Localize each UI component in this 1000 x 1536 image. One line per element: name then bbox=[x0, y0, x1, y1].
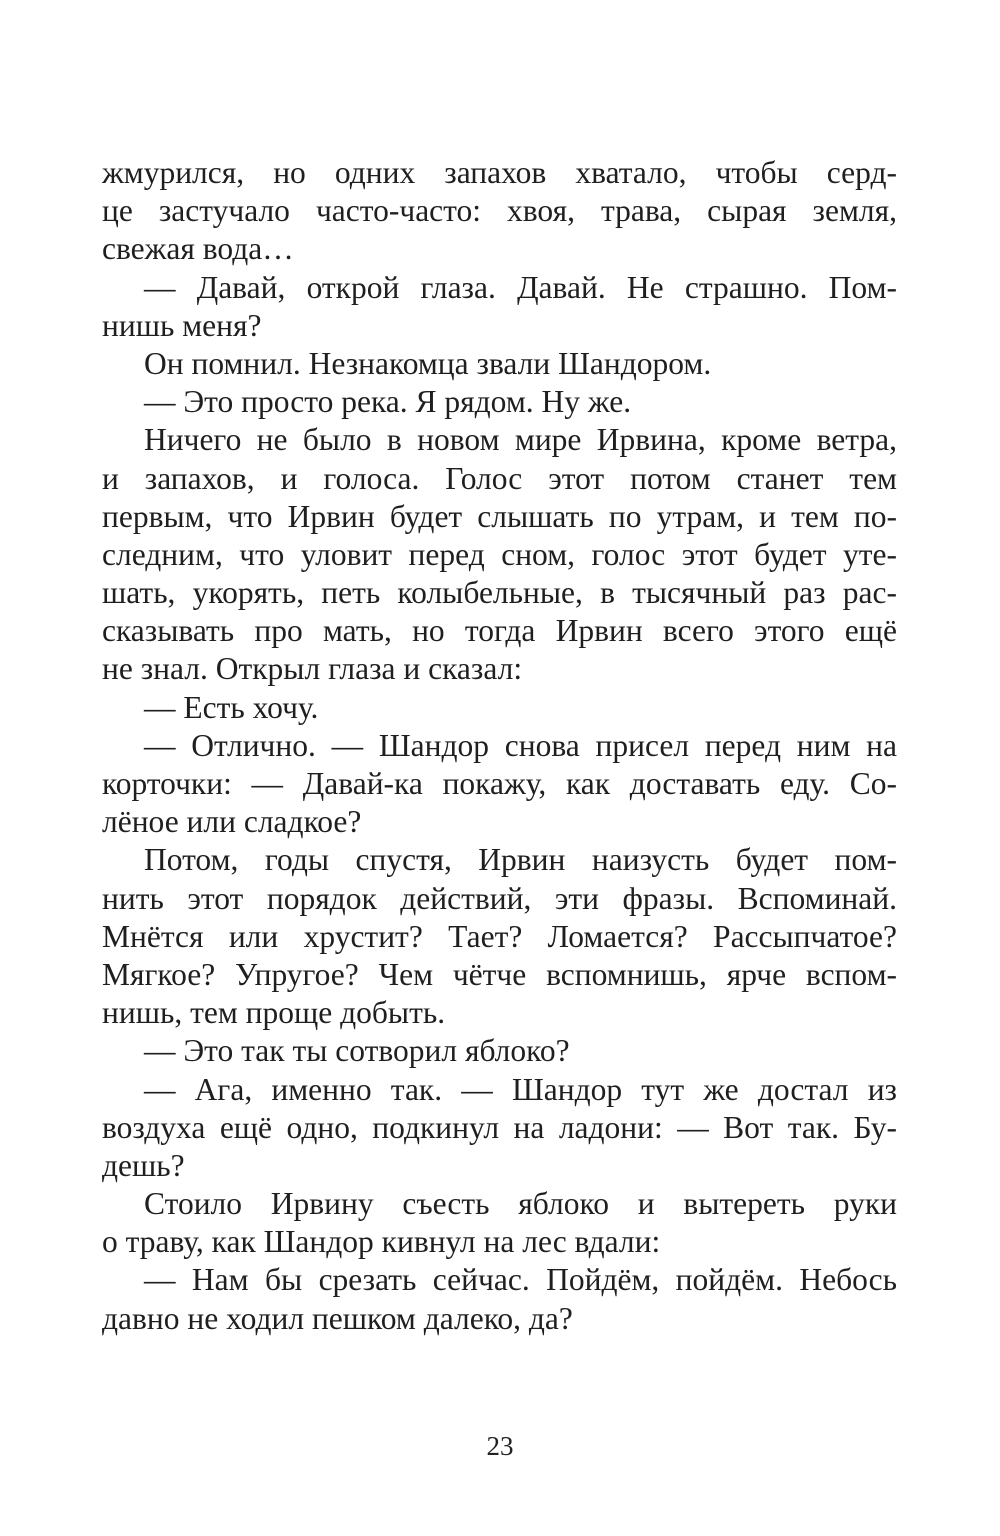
text-line: о траву, как Шандор кивнул на лес вдали: bbox=[102, 1224, 661, 1260]
text-line: и запахов, и голоса. Голос этот потом станет тем bbox=[102, 460, 897, 496]
text-line: нишь, тем проще добыть. bbox=[102, 995, 446, 1031]
text-line: лёное или сладкое? bbox=[102, 804, 362, 840]
text-line: сказывать про мать, но тогда Ирвин всего этого ещё bbox=[102, 613, 897, 649]
text-line: — Нам бы срезать сейчас. Пойдём, пойдём. Небось bbox=[144, 1262, 897, 1298]
text-line: давно не ходил пешком далеко, да? bbox=[102, 1300, 573, 1336]
text-line: Потом, годы спустя, Ирвин наизусть будет пом- bbox=[144, 842, 897, 878]
text-line: це застучало часто-часто: хвоя, трава, сырая земля, bbox=[102, 193, 897, 229]
text-line: — Давай, открой глаза. Давай. Не страшно. Пом- bbox=[144, 269, 897, 305]
text-line: следним, что уловит перед сном, голос этот будет уте- bbox=[102, 536, 897, 572]
text-line: Он помнил. Незнакомца звали Шандором. bbox=[144, 345, 712, 381]
page-number: 23 bbox=[486, 1431, 514, 1461]
text-line: Мягкое? Упругое? Чем чётче вспомнишь, ярче вспом- bbox=[102, 956, 897, 992]
text-line: — Отлично. — Шандор снова присел перед ним на bbox=[144, 727, 897, 763]
text-line: нить этот порядок действий, эти фразы. Вспоминай. bbox=[102, 880, 897, 916]
text-line: — Ага, именно так. — Шандор тут же достал из bbox=[144, 1071, 897, 1107]
text-line: Мнётся или хрустит? Тает? Ломается? Рассыпчатое? bbox=[102, 918, 897, 954]
text-line: шать, укорять, петь колыбельные, в тысячный раз рас- bbox=[102, 575, 897, 611]
text-line: корточки: — Давай-ка покажу, как доставать еду. Со- bbox=[102, 766, 897, 801]
text-line: не знал. Открыл глаза и сказал: bbox=[102, 651, 523, 687]
text-line: — Это так ты сотворил яблоко? bbox=[144, 1033, 570, 1069]
text-line: воздуха ещё одно, подкинул на ладони: — Вот так. Бу- bbox=[102, 1109, 897, 1145]
text-line: — Есть хочу. bbox=[144, 689, 319, 725]
text-line: свежая вода… bbox=[102, 231, 294, 267]
text-line: Стоило Ирвину съесть яблоко и вытереть руки bbox=[144, 1186, 897, 1222]
text-line: жмурился, но одних запахов хватало, чтобы серд- bbox=[102, 155, 897, 190]
text-line: Ничего не было в новом мире Ирвина, кроме ветра, bbox=[144, 422, 897, 458]
text-line: — Это просто река. Я рядом. Ну же. bbox=[144, 384, 632, 420]
text-line: первым, что Ирвин будет слышать по утрам, и тем по- bbox=[102, 498, 897, 534]
body-text bbox=[102, 154, 897, 1338]
text-line: нишь меня? bbox=[102, 307, 262, 343]
text-line: дешь? bbox=[102, 1147, 185, 1183]
